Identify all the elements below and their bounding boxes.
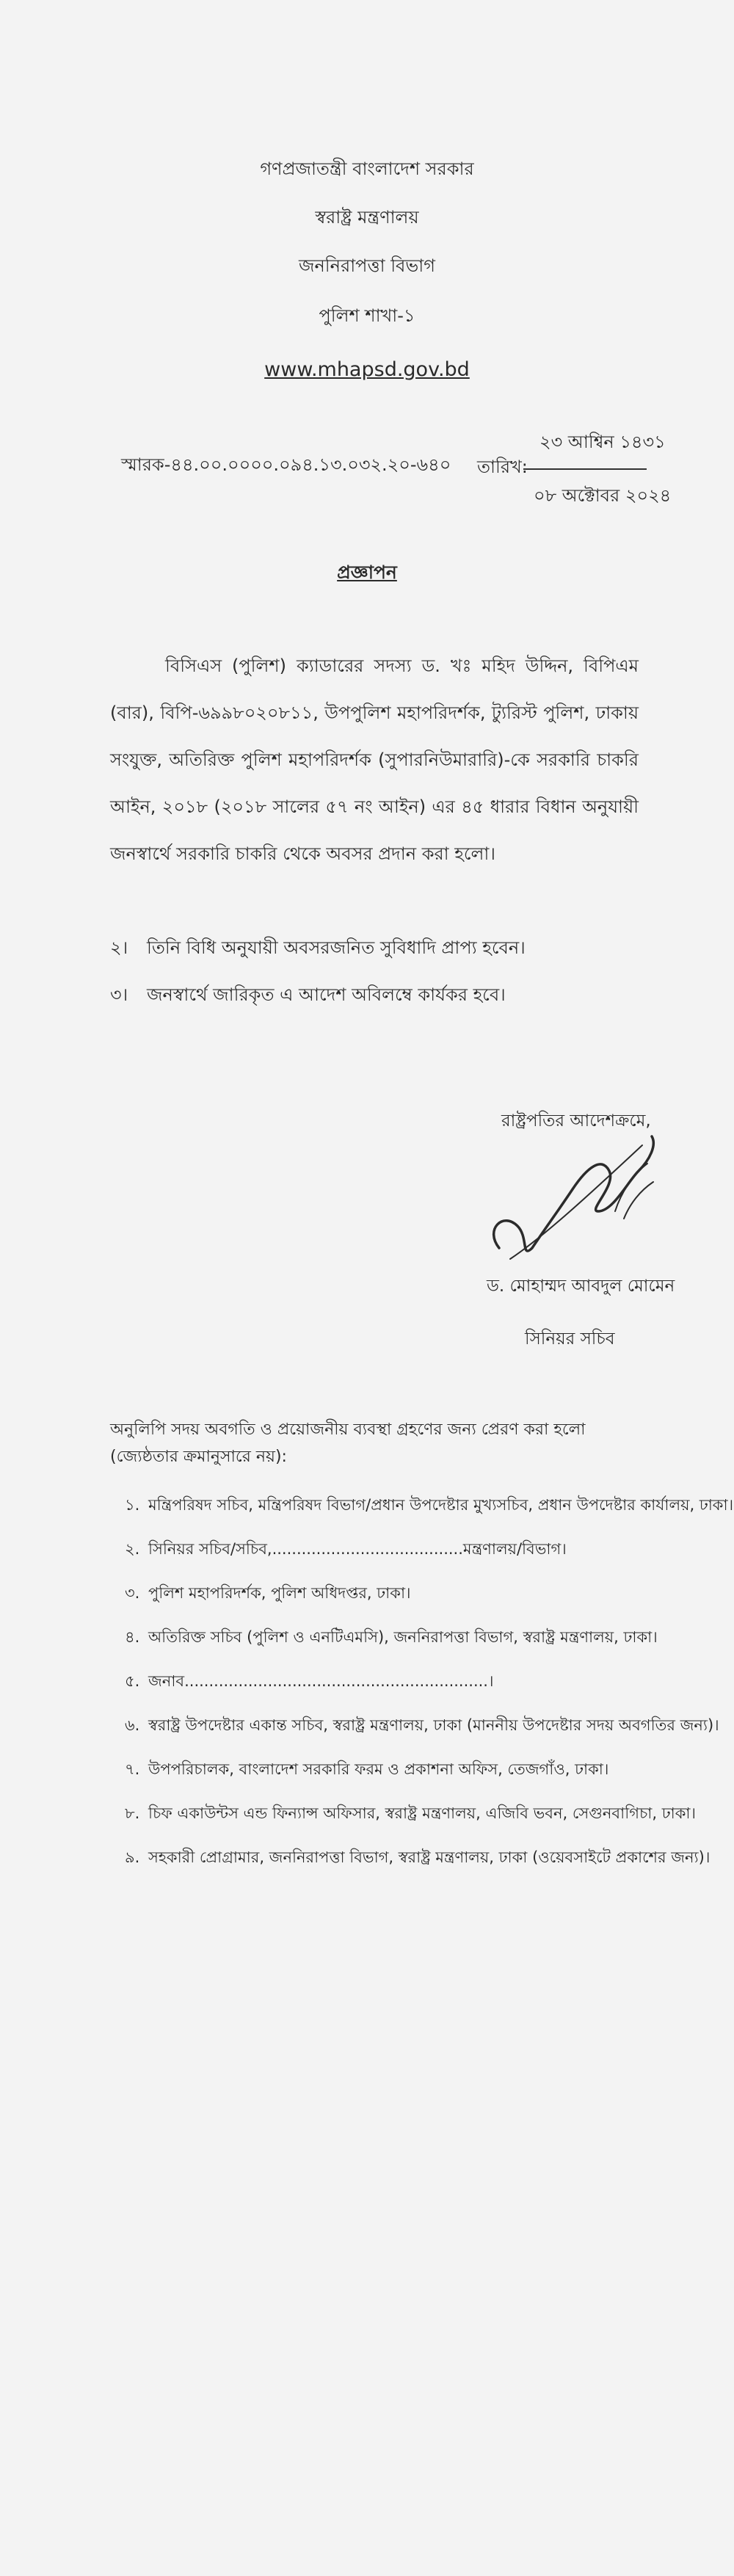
copy-item — [125, 1659, 653, 1703]
copy-item-number: ৪. — [125, 1628, 140, 1646]
copy-item-text: সহকারী প্রোগ্রামার, জননিরাপত্তা বিভাগ, স্বরাষ্ট্র মন্ত্রণালয়, ঢাকা (ওয়েবসাইটে প্রকাশের জন্য)। — [148, 1848, 711, 1866]
copy-item — [125, 1747, 653, 1791]
copy-item-text: পুলিশ মহাপরিদর্শক, পুলিশ অধিদপ্তর, ঢাকা। — [148, 1584, 411, 1602]
signatory-name: ড. মোহাম্মদ আবদুল মোমেন — [487, 1277, 675, 1296]
date-gregorian: ০৮ অক্টোবর ২০২৪ — [534, 485, 672, 506]
handwritten-signature — [477, 1101, 668, 1270]
copy-item — [125, 1527, 653, 1571]
copy-intro: অনুলিপি সদয় অবগতি ও প্রয়োজনীয় ব্যবস্থা গ্রহণের জন্য প্রেরণ করা হলো (জ্যেষ্ঠতার ক্রমানুসারে নয়): — [110, 1421, 586, 1466]
website-link[interactable]: www.mhapsd.gov.bd — [264, 358, 470, 381]
copy-item-number: ৯. — [125, 1848, 140, 1866]
copy-item-text: উপপরিচালক, বাংলাদেশ সরকারি ফরম ও প্রকাশনা অফিস, তেজগাঁও, ঢাকা। — [148, 1760, 609, 1778]
copy-item-number: ৮. — [125, 1804, 140, 1822]
copy-list — [125, 1483, 734, 1879]
clause-number: ২। — [110, 937, 128, 958]
copy-item-text: মন্ত্রিপরিষদ সচিব, মন্ত্রিপরিষদ বিভাগ/প্রধান উপদেষ্টার মুখ্যসচিব, প্রধান উপদেষ্টার কার্যালয়, ঢাকা। — [148, 1496, 734, 1514]
document-title: প্রজ্ঞাপন — [337, 562, 397, 583]
copy-item — [125, 1615, 658, 1659]
copy-item-number: ৫. — [125, 1672, 140, 1690]
signatory-designation: সিনিয়র সচিব — [525, 1329, 615, 1349]
copy-item-text: জনাব..............................................................। — [148, 1672, 494, 1690]
date-label: তারিখ: — [477, 457, 528, 477]
clause-item — [110, 935, 526, 964]
copy-item — [125, 1571, 653, 1615]
section-name: পুলিশ শাখা-১ — [319, 305, 415, 326]
clause-text: তিনি বিধি অনুযায়ী অবসরজনিত সুবিধাদি প্রাপ্য হবেন। — [147, 937, 526, 958]
copy-item — [125, 1483, 734, 1527]
copy-item-number: ১. — [125, 1496, 140, 1514]
memo-number: স্মারক-৪৪.০০.০০০০.০৯৪.১৩.০৩২.২০-৬৪০ — [121, 454, 451, 475]
date-divider — [523, 468, 647, 470]
copy-item-text: চিফ একাউন্টস এন্ড ফিন্যান্স অফিসার, স্বরাষ্ট্র মন্ত্রণালয়, এজিবি ভবন, সেগুনবাগিচা, ঢাকা। — [148, 1804, 697, 1822]
division-name: জননিরাপত্তা বিভাগ — [299, 255, 435, 276]
copy-item-number: ২. — [125, 1540, 140, 1558]
copy-item — [125, 1791, 697, 1835]
clause-number: ৩। — [110, 984, 128, 1005]
copy-item-number: ৭. — [125, 1760, 140, 1778]
government-name: গণপ্রজাতন্ত্রী বাংলাদেশ সরকার — [260, 159, 474, 179]
copy-item-text: সিনিয়র সচিব/সচিব,.......................................মন্ত্রণালয়/বিভাগ। — [148, 1540, 567, 1558]
signature-order: রাষ্ট্রপতির আদেশক্রমে, — [501, 1111, 651, 1131]
date-bangla: ২৩ আশ্বিন ১৪৩১ — [539, 432, 666, 452]
copy-item-text: অতিরিক্ত সচিব (পুলিশ ও এনটিএমসি), জননিরাপত্তা বিভাগ, স্বরাষ্ট্র মন্ত্রণালয়, ঢাকা। — [148, 1628, 658, 1646]
clause-text: জনস্বার্থে জারিকৃত এ আদেশ অবিলম্বে কার্যকর হবে। — [147, 984, 506, 1005]
clause-item — [110, 982, 506, 1011]
copy-item — [125, 1703, 719, 1747]
copy-item — [125, 1835, 711, 1879]
copy-item-text: স্বরাষ্ট্র উপদেষ্টার একান্ত সচিব, স্বরাষ্ট্র মন্ত্রণালয়, ঢাকা (মাননীয় উপদেষ্টার সদয় অবগতির জন্য)। — [148, 1716, 719, 1734]
ministry-name: স্বরাষ্ট্র মন্ত্রণালয় — [315, 207, 419, 228]
copy-item-number: ৬. — [125, 1716, 140, 1734]
body-paragraph: বিসিএস (পুলিশ) ক্যাডারের সদস্য ড. খঃ মহিদ উদ্দিন, বিপিএম (বার), বিপি-৬৯৯৮০২০৮১১, উপপুলিশ মহাপরিদর্শক, ট্যুরিস্ট পুলিশ, ঢাকায় সংযুক্ত, অতিরিক্ত পুলিশ মহাপরিদর্শক (সুপারনিউমারারি)-কে সরকারি চাকরি আইন, ২০১৮ (২০১৮ সালের ৫৭ নং আইন) এর ৪৫ ধারার বিধান অনুযায়ী জনস্বার্থে সরকারি চাকরি থেকে অবসর প্রদান করা হলো। — [110, 656, 639, 864]
copy-item-number: ৩. — [125, 1584, 140, 1602]
